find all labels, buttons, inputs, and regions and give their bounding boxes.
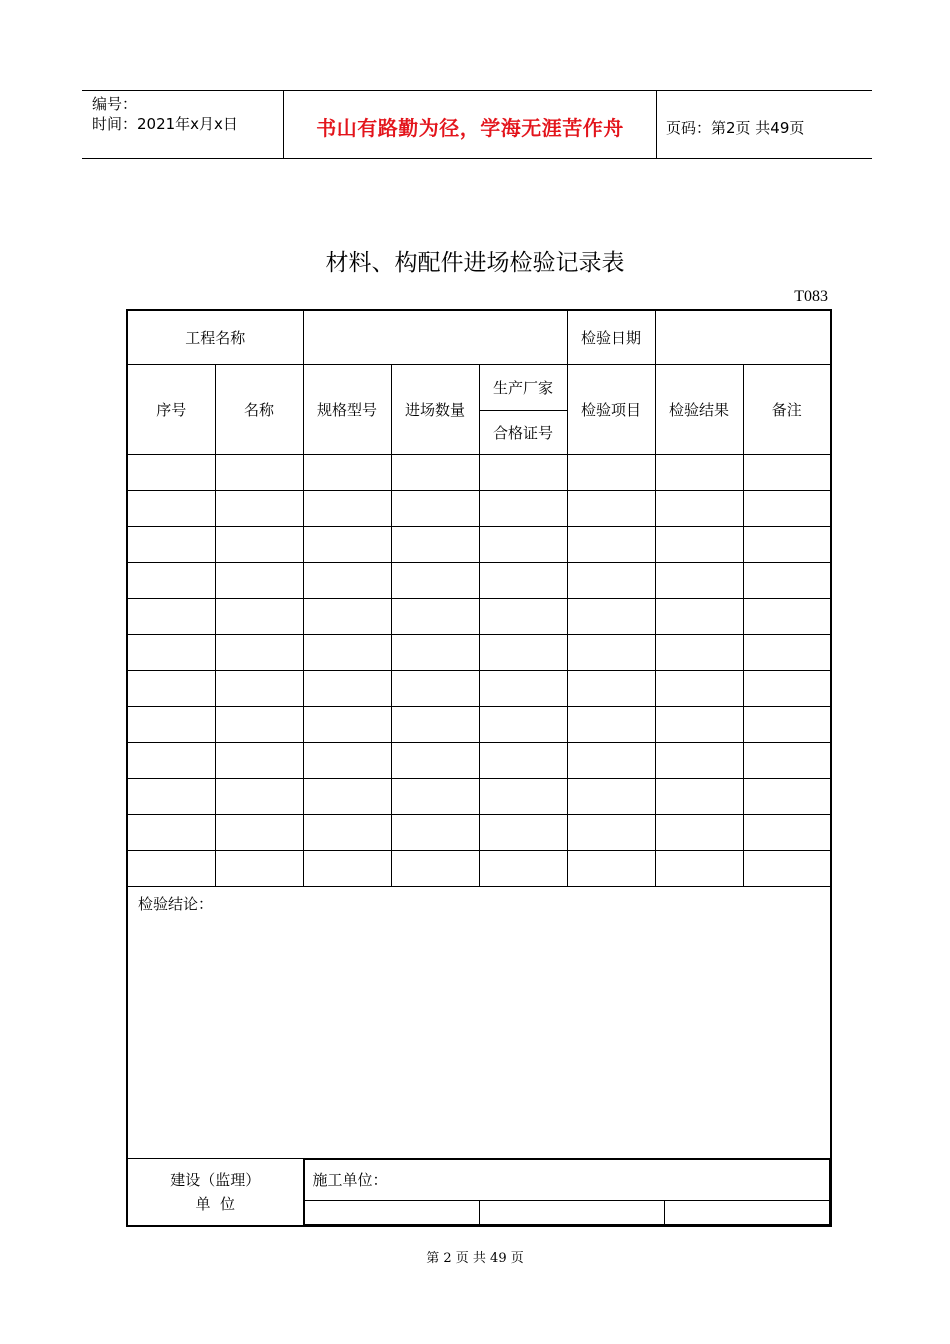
contractor-label: 施工单位： bbox=[304, 1159, 830, 1200]
table-row bbox=[127, 814, 831, 850]
col-name: 名称 bbox=[215, 364, 303, 454]
contractor-sign-slot-3[interactable] bbox=[664, 1200, 830, 1224]
construction-unit-label-line2: 单 位 bbox=[195, 1194, 236, 1213]
header-divider-right bbox=[656, 90, 657, 158]
col-certificate: 合格证号 bbox=[479, 410, 567, 454]
col-remark: 备注 bbox=[743, 364, 831, 454]
page-info: 页码：第2页 共49页 bbox=[666, 119, 805, 137]
contractor-cell bbox=[303, 1158, 831, 1226]
col-manufacturer: 生产厂家 bbox=[479, 364, 567, 410]
col-spec: 规格型号 bbox=[303, 364, 391, 454]
table-row bbox=[127, 562, 831, 598]
col-result: 检验结果 bbox=[655, 364, 743, 454]
conclusion-cell[interactable] bbox=[127, 886, 831, 1158]
project-name-label: 工程名称 bbox=[127, 310, 303, 364]
serial-label: 编号： bbox=[92, 95, 138, 113]
table-row bbox=[127, 634, 831, 670]
inspection-date-value[interactable] bbox=[655, 310, 831, 364]
construction-unit-label bbox=[127, 1158, 303, 1226]
table-row bbox=[127, 490, 831, 526]
header-top-rule bbox=[82, 90, 872, 91]
inspection-table bbox=[126, 309, 832, 1227]
table-row bbox=[127, 850, 831, 886]
contractor-sign-table bbox=[304, 1159, 831, 1225]
header-bottom-rule bbox=[82, 158, 872, 159]
contractor-sign-slot-2[interactable] bbox=[479, 1200, 664, 1224]
form-code: T083 bbox=[794, 288, 828, 305]
page-footer: 第 2 页 共 49 页 bbox=[426, 1251, 524, 1266]
inspection-date-label: 检验日期 bbox=[567, 310, 655, 364]
contractor-sign-slot-1[interactable] bbox=[304, 1200, 479, 1224]
table-row bbox=[127, 706, 831, 742]
table-row bbox=[127, 454, 831, 490]
motto: 书山有路勤为径，学海无涯苦作舟 bbox=[316, 116, 624, 140]
table-row bbox=[127, 598, 831, 634]
table-row bbox=[127, 670, 831, 706]
conclusion-label: 检验结论： bbox=[138, 894, 214, 913]
col-quantity: 进场数量 bbox=[391, 364, 479, 454]
time-label: 时间：2021年x月x日 bbox=[92, 115, 238, 133]
project-name-value[interactable] bbox=[303, 310, 567, 364]
construction-unit-label-line1: 建设（监理） bbox=[170, 1170, 261, 1189]
form-title: 材料、构配件进场检验记录表 bbox=[325, 250, 625, 276]
table-row bbox=[127, 526, 831, 562]
col-seq: 序号 bbox=[127, 364, 215, 454]
table-row bbox=[127, 742, 831, 778]
table-row bbox=[127, 778, 831, 814]
col-item: 检验项目 bbox=[567, 364, 655, 454]
